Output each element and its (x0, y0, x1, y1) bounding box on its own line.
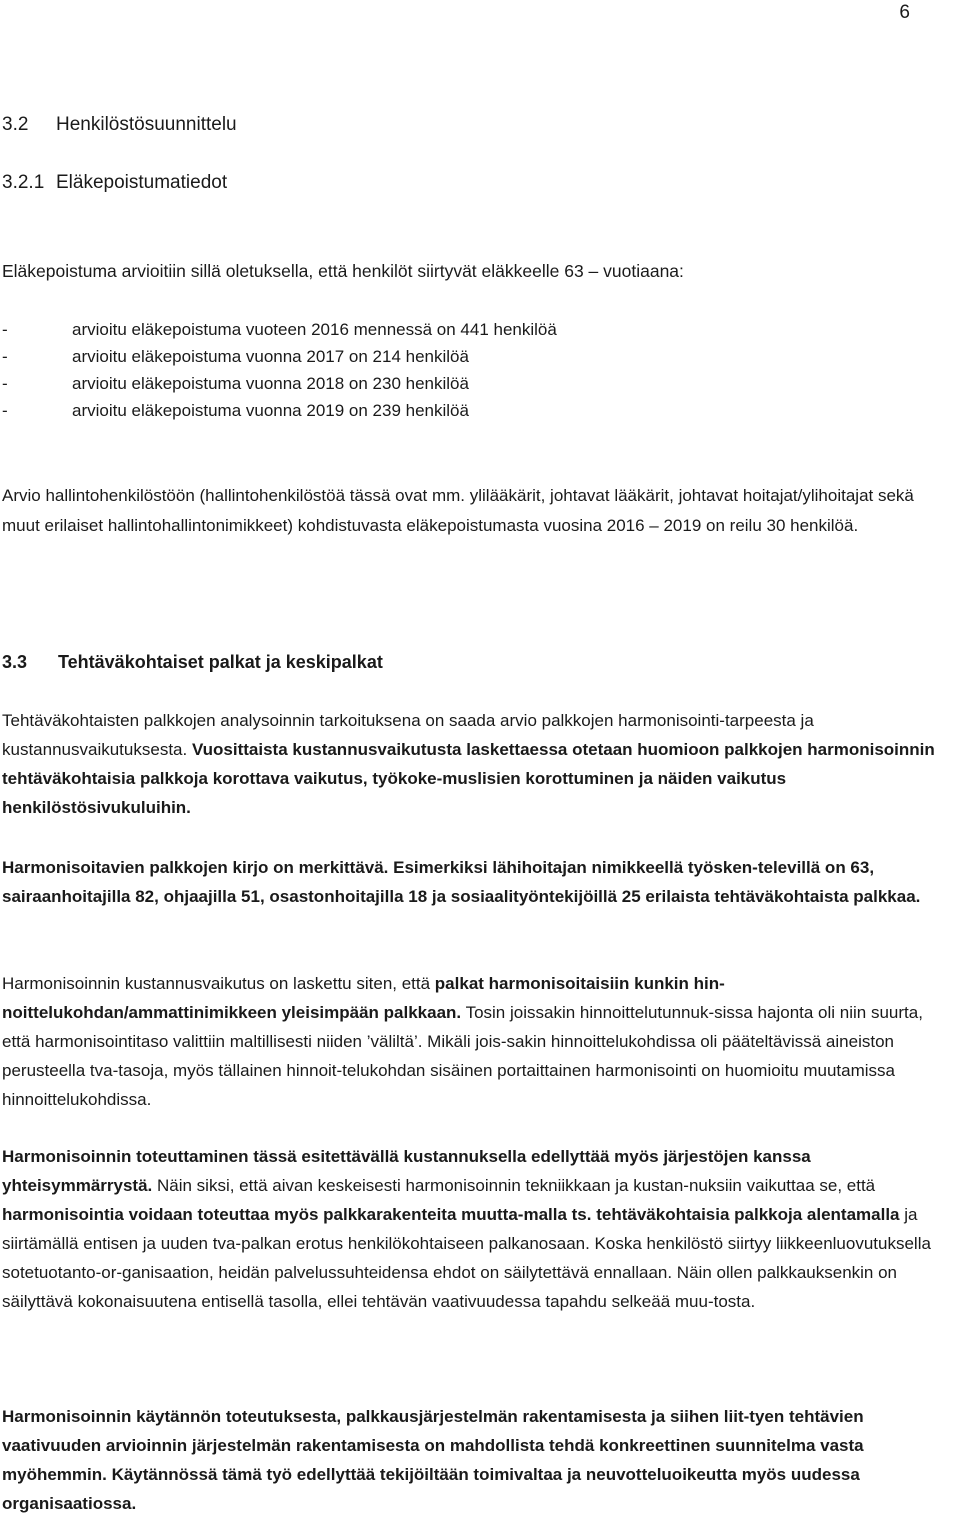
page-number: 6 (899, 2, 910, 23)
harmonisation-implementation-paragraph (2, 1142, 952, 1316)
admin-retirement-paragraph: Arvio hallintohenkilöstöön (hallintohenkilöstöä tässä ovat mm. ylilääkärit, johtavat lääkärit, johtavat hoitajat/ylihoitajat sekä muut erilaiset hallintohallintonimikkeet) kohdistuvasta eläkepoistumasta vuosina 2016 – 2019 on reilu 30 henkilöä. (2, 486, 914, 535)
paragraph-bold-text: Harmonisoinnin toteuttaminen tässä esitettävällä kustannuksella edellyttää myös järjestöjen kanssa yhteisymmärrystä. (2, 1147, 811, 1195)
list-item (2, 397, 557, 424)
section-title: Henkilöstösuunnittelu (56, 114, 237, 135)
paragraph-bold-text: Harmonisoitavien palkkojen kirjo on merkittävä. Esimerkiksi lähihoitajan nimikkeellä työsken-televillä on 63, sairaanhoitajilla 82, ohjaajilla 51, osastonhoitajilla 18 ja sosiaalityöntekijöillä 25 erilaista tehtäväkohtaista palkkaa. (2, 858, 921, 906)
section-title: Tehtäväkohtaiset palkat ja keskipalkat (58, 652, 383, 672)
section-number: 3.2 (2, 114, 29, 135)
practical-implementation-paragraph (2, 1402, 952, 1518)
paragraph-bold-text: Harmonisoinnin käytännön toteutuksesta, palkkausjärjestelmän rakentamisesta ja siihen liit-tyen tehtävien vaativuuden arvioinnin järjestelmän rakentamisesta on mahdollista tehdä konkreettinen suunnitelma vasta myöhemmin. Käytännössä tämä työ edellyttää tekijöiltään toimivaltaa ja neuvotteluoikeutta myös uudessa organisaatiossa. (2, 1407, 864, 1513)
intro-paragraph: Eläkepoistuma arvioitiin sillä oletuksella, että henkilöt siirtyvät eläkkeelle 63 – vuotiaana: (2, 261, 684, 281)
list-dash: - (2, 347, 8, 366)
list-item-text: arvioitu eläkepoistuma vuonna 2017 on 214 henkilöä (72, 347, 469, 366)
list-item (2, 370, 557, 397)
list-item-text: arvioitu eläkepoistuma vuonna 2019 on 239 henkilöä (72, 401, 469, 420)
list-item-text: arvioitu eläkepoistuma vuonna 2018 on 230 henkilöä (72, 374, 469, 393)
list-dash: - (2, 401, 8, 420)
subsection-title: Eläkepoistumatiedot (56, 172, 228, 193)
list-dash: - (2, 374, 8, 393)
paragraph-text: Tehtäväkohtaisten palkkojen analysoinnin tarkoituksena on saada arvio palkkojen harmonisointi-tarpeesta ja kustannusvaikutuksesta. (2, 711, 814, 759)
section-heading (2, 114, 237, 136)
section-heading-3-3 (2, 652, 383, 673)
paragraph-text: ja siirtämällä entisen ja uuden tva-palkan erotus henkilökohtaiseen palkanosaan. Koska henkilöstö siirtyy liikkeenluovutuksella sotetuotanto-or-ganisaation, heidän palvelussuhteidensa ehdot on säilytettävä ennallaan. Näin ollen palkkauksenkin on säilyttävä kokonaisuutena entisellä tasolla, ellei tehtävän vaativuudessa tapahdu selkeää muu-tosta. (2, 1205, 931, 1311)
paragraph-text: Näin siksi, että aivan keskeisesti harmonisoinnin tekniikkaan ja kustan-nuksiin vaikuttaa se, että (152, 1176, 876, 1195)
paragraph-bold-text: Vuosittaista kustannusvaikutusta laskettaessa otetaan huomioon palkkojen harmonisoinnin tehtäväkohtaisia palkkoja korottava vaikutus, työkoke-muslisien korottuminen ja näiden vaikutus henkilöstösivukuluihin. (2, 740, 935, 817)
list-item (2, 343, 557, 370)
salary-analysis-paragraph (2, 706, 952, 822)
paragraph-bold-text: palkat harmonisoitaisiin kunkin hin-noittelukohdan/ammattinimikkeen yleisimpään palkkaan. (2, 974, 725, 1022)
retirement-list (2, 316, 557, 424)
paragraph-text: Tosin joissakin hinnoittelutunnuk-sissa hajonta oli niin suurta, että harmonisointitaso valittiin maltillisesti niiden ’väliltä’. Mikäli jois-sakin hinnoittelukohdissa oli pääteltävissä aineiston perusteella tva-tasoja, myös tällainen hinnoit-telukohdan sisäinen portaittainen harmonisointi on huomioitu muutamissa hinnoittelukohdissa. (2, 1003, 923, 1109)
list-item (2, 316, 557, 343)
cost-calculation-paragraph (2, 969, 952, 1114)
salary-range-paragraph (2, 853, 952, 911)
paragraph-text: Harmonisoinnin kustannusvaikutus on laskettu siten, että (2, 974, 435, 993)
list-item-text: arvioitu eläkepoistuma vuoteen 2016 mennessä on 441 henkilöä (72, 320, 557, 339)
section-number: 3.3 (2, 652, 28, 672)
paragraph-bold-text: harmonisointia voidaan toteuttaa myös palkkarakenteita muutta-malla ts. tehtäväkohtaisia palkkoja alentamalla (2, 1205, 900, 1224)
subsection-number: 3.2.1 (2, 172, 45, 193)
subsection-heading (2, 172, 227, 194)
list-dash: - (2, 320, 8, 339)
